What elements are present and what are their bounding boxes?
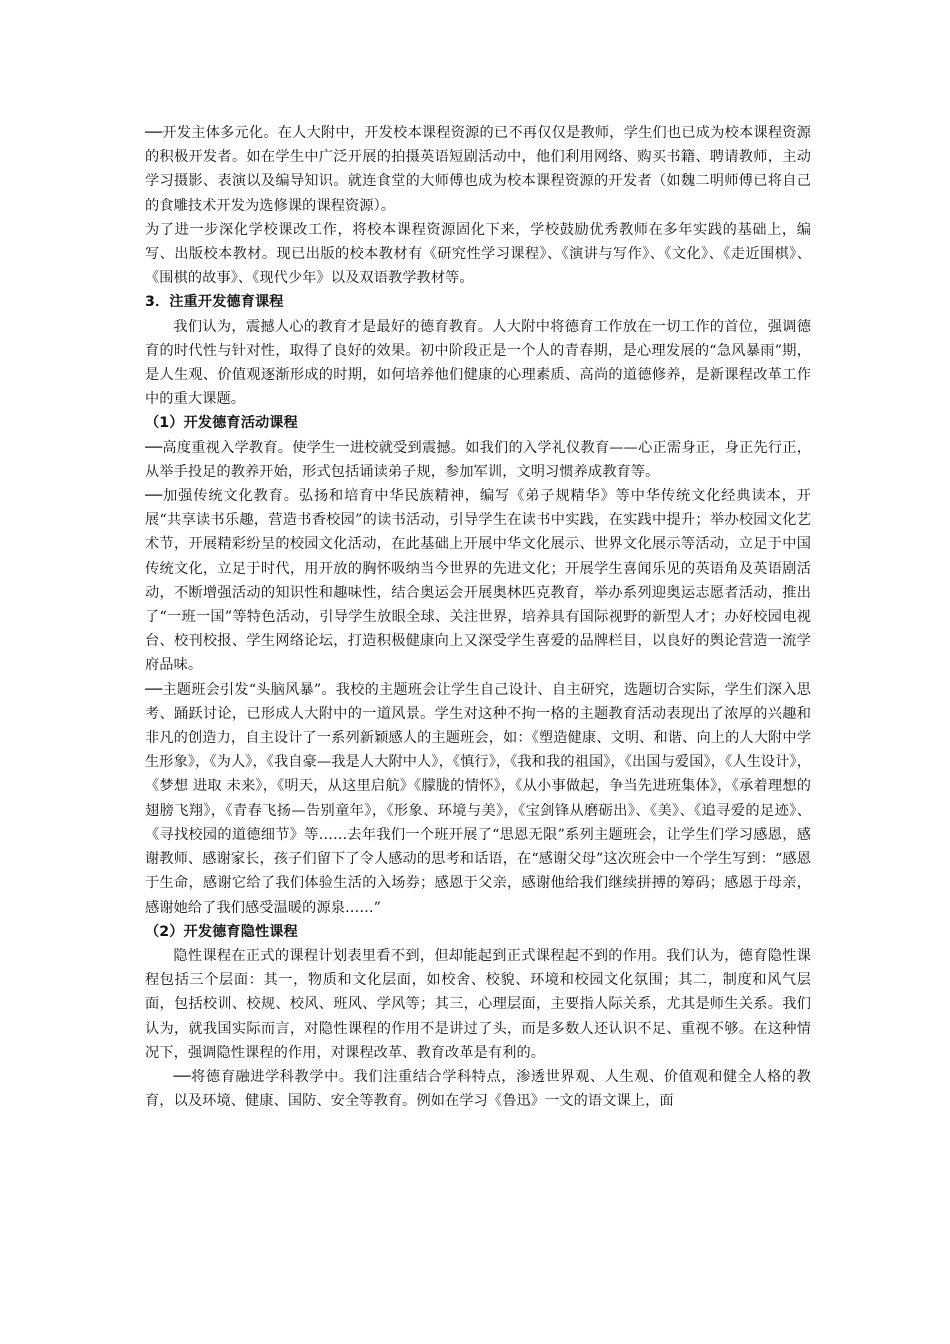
paragraph-hidden-curriculum: 隐性课程在正式的课程计划表里看不到，但却能起到正式课程起不到的作用。我们认为，德育隐性课程包括三个层面：其一，物质和文化层面，如校舍、校貌、环境和校园文化氛围；其二，制度和风气层面，包括校训、校规、校风、班风、学风等；其三，心理层面，主要指人际关系，尤其是师生关系。我们认为，就我国实际而言，对隐性课程的作用不是讲过了头，而是多数人还认识不足、重视不够。在这种情况下，强调隐性课程的作用，对课程改革、教育改革是有利的。 (145, 947, 811, 1061)
subheading-hidden-courses: （2）开发德育隐性课程 (145, 923, 298, 940)
paragraph-theme-class-meetings: ──主题班会引发“头脑风暴”。我校的主题班会让学生自己设计、自主研究，选题切合实际，学生们深入思考、踊跃讨论，已形成人大附中的一道风景。学生对这种不拘一格的主题教育活动表现出了浓厚的兴趣和非凡的创造力，自主设计了一系列新颖感人的主题班会，如：《塑造健康、文明、和谐、向上的人大附中学生形象》，《为人》，《我自豪—我是人大附中人》，《慎行》，《我和我的祖国》，《出国与爱国》，《人生设计》，《梦想 进取 未来》，《明天，从这里启航》《朦胧的情怀》，《从小事做起，争当先进班集体》，《承着理想的翅膀飞翔》，《青春飞扬—告别童年》，《形象、环境与美》，《宝剑锋从磨砺出》、《美》、《追寻爱的足迹》、《寻找校园的道德细节》等……去年我们一个班开展了“思恩无限”系列主题班会，让学生们学习感恩，感谢教师、感谢家长，孩子们留下了令人感动的思考和话语，在“感谢父母”这次班会中一个学生写到：“感恩于生命，感谢它给了我们体验生活的入场券；感恩于父亲，感谢他给我们继续拼搏的筹码；感恩于母亲，感谢她给了我们感受温暖的源泉……” (145, 681, 811, 916)
paragraph-traditional-culture: ──加强传统文化教育。弘扬和培育中华民族精神，编写《弟子规精华》等中华传统文化经典读本，开展“共享读书乐趣，营造书香校园”的读书活动，引导学生在读书中实践，在实践中提升；举办校园文化艺术节，开展精彩纷呈的校园文化活动，在此基础上开展中华文化展示、世界文化展示等活动，立足于中国传统文化，立足于时代，用开放的胸怀吸纳当今世界的先进文化；开展学生喜闻乐见的英语角及英语剧活动，不断增强活动的知识性和趣味性，结合奥运会开展奥林匹克教育，举办系列迎奥运志愿者活动，推出了“一班一国”等特色活动，引导学生放眼全球、关注世界，培养具有国际视野的新型人才；办好校园电视台、校刊校报、学生网络论坛，打造积极健康向上又深受学生喜爱的品牌栏目，以良好的舆论营造一流学府品味。 (145, 488, 811, 674)
paragraph-entrance-education: ──高度重视入学教育。使学生一进校就受到震撼。如我们的入学礼仪教育——心正需身正，身正先行正，从举手投足的教养开始，形式包括诵读弟子规，参加军训，文明习惯养成教育等。 (145, 439, 811, 480)
subheading-activity-courses: （1）开发德育活动课程 (145, 415, 298, 432)
paragraph-moral-education-intro: 我们认为，震撼人心的教育才是最好的德育教育。人大附中将德育工作放在一切工作的首位，强调德育的时代性与针对性，取得了良好的效果。初中阶段正是一个人的青春期，是心理发展的“急风暴雨”期，是人生观、价值观逐渐形成的时期，如何培养他们健康的心理素质、高尚的道德修养，是新课程改革工作中的重大课题。 (145, 318, 811, 408)
paragraph-subject-integration: ──将德育融进学科教学中。我们注重结合学科特点，渗透世界观、人生观、价值观和健全人格的教育，以及环境、健康、国防、安全等教育。例如在学习《鲁迅》一文的语文课上，面 (145, 1068, 811, 1110)
section-heading-moral-education: 3．注重开发德育课程 (145, 294, 284, 311)
paragraph-school-textbooks: 为了进一步深化学校课改工作，将校本课程资源固化下来，学校鼓励优秀教师在多年实践的基础上，编写、出版校本教材。现已出版的校本教材有《研究性学习课程》、《演讲与写作》、《文化》、《走近围棋》、《围棋的故事》、《现代少年》以及双语教学教材等。 (145, 221, 811, 287)
document-page (145, 121, 811, 1113)
paragraph-developers-diversified: ──开发主体多元化。在人大附中，开发校本课程资源的已不再仅仅是教师，学生们也已成为校本课程资源的积极开发者。如在学生中广泛开展的拍摄英语短剧活动中，他们利用网络、购买书籍、聘请教师，主动学习摄影、表演以及编导知识。就连食堂的大师傅也成为校本课程资源的开发者（如魏二明师傅已将自己的食雕技术开发为选修课的课程资源）。 (145, 125, 811, 214)
